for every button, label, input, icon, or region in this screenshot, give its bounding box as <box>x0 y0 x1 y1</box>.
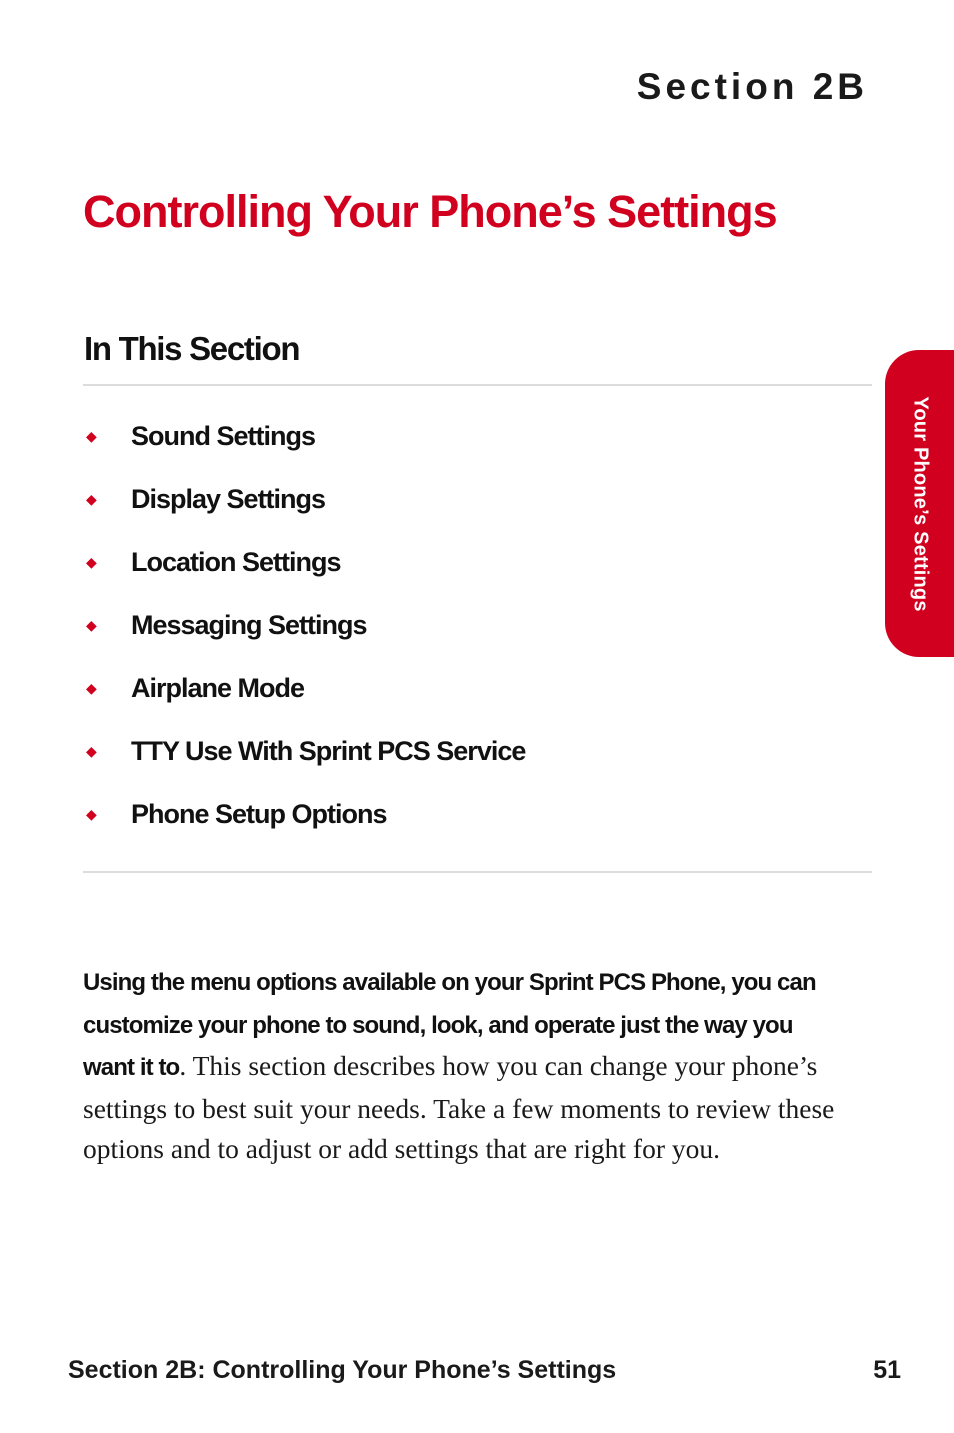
diamond-bullet-icon: ◆ <box>86 806 97 822</box>
diamond-bullet-icon: ◆ <box>86 680 97 696</box>
list-item-label: TTY Use With Sprint PCS Service <box>131 736 526 766</box>
side-tab <box>885 350 954 657</box>
divider-top <box>83 384 872 386</box>
divider-bottom <box>83 871 872 873</box>
section-label: Section 2B <box>636 66 868 107</box>
list-item <box>84 664 525 727</box>
list-item-label: Sound Settings <box>131 421 315 451</box>
page-number: 51 <box>873 1356 901 1384</box>
section-contents-list <box>84 412 525 853</box>
diamond-bullet-icon: ◆ <box>86 743 97 759</box>
page-title: Controlling Your Phone’s Settings <box>83 186 777 237</box>
diamond-bullet-icon: ◆ <box>86 554 97 570</box>
list-item <box>84 601 525 664</box>
diamond-bullet-icon: ◆ <box>86 428 97 444</box>
list-item-label: Display Settings <box>131 484 326 514</box>
list-item <box>84 538 525 601</box>
list-item-label: Phone Setup Options <box>131 799 387 829</box>
list-item <box>84 475 525 538</box>
in-this-section-heading: In This Section <box>84 330 300 367</box>
intro-paragraph <box>83 961 843 1170</box>
list-item <box>84 412 525 475</box>
list-item-label: Location Settings <box>131 547 341 577</box>
page-footer <box>68 1356 901 1385</box>
list-item <box>84 790 525 853</box>
side-tab-label: Your Phone’s Settings <box>909 395 931 612</box>
list-item <box>84 727 525 790</box>
footer-section-title: Section 2B: Controlling Your Phone’s Settings <box>68 1356 617 1384</box>
intro-lead: Using the menu options available on your Sprint PCS Phone, you can customize your phone to sound, look, and operate just the way you want it to <box>83 969 816 1081</box>
list-item-label: Messaging Settings <box>131 610 367 640</box>
intro-body: . This section describes how you can change your phone’s settings to best suit your needs. Take a few moments to review these options and to adjust or add settings that are right for you. <box>83 1050 835 1164</box>
diamond-bullet-icon: ◆ <box>86 617 97 633</box>
list-item-label: Airplane Mode <box>131 673 305 703</box>
diamond-bullet-icon: ◆ <box>86 491 97 507</box>
